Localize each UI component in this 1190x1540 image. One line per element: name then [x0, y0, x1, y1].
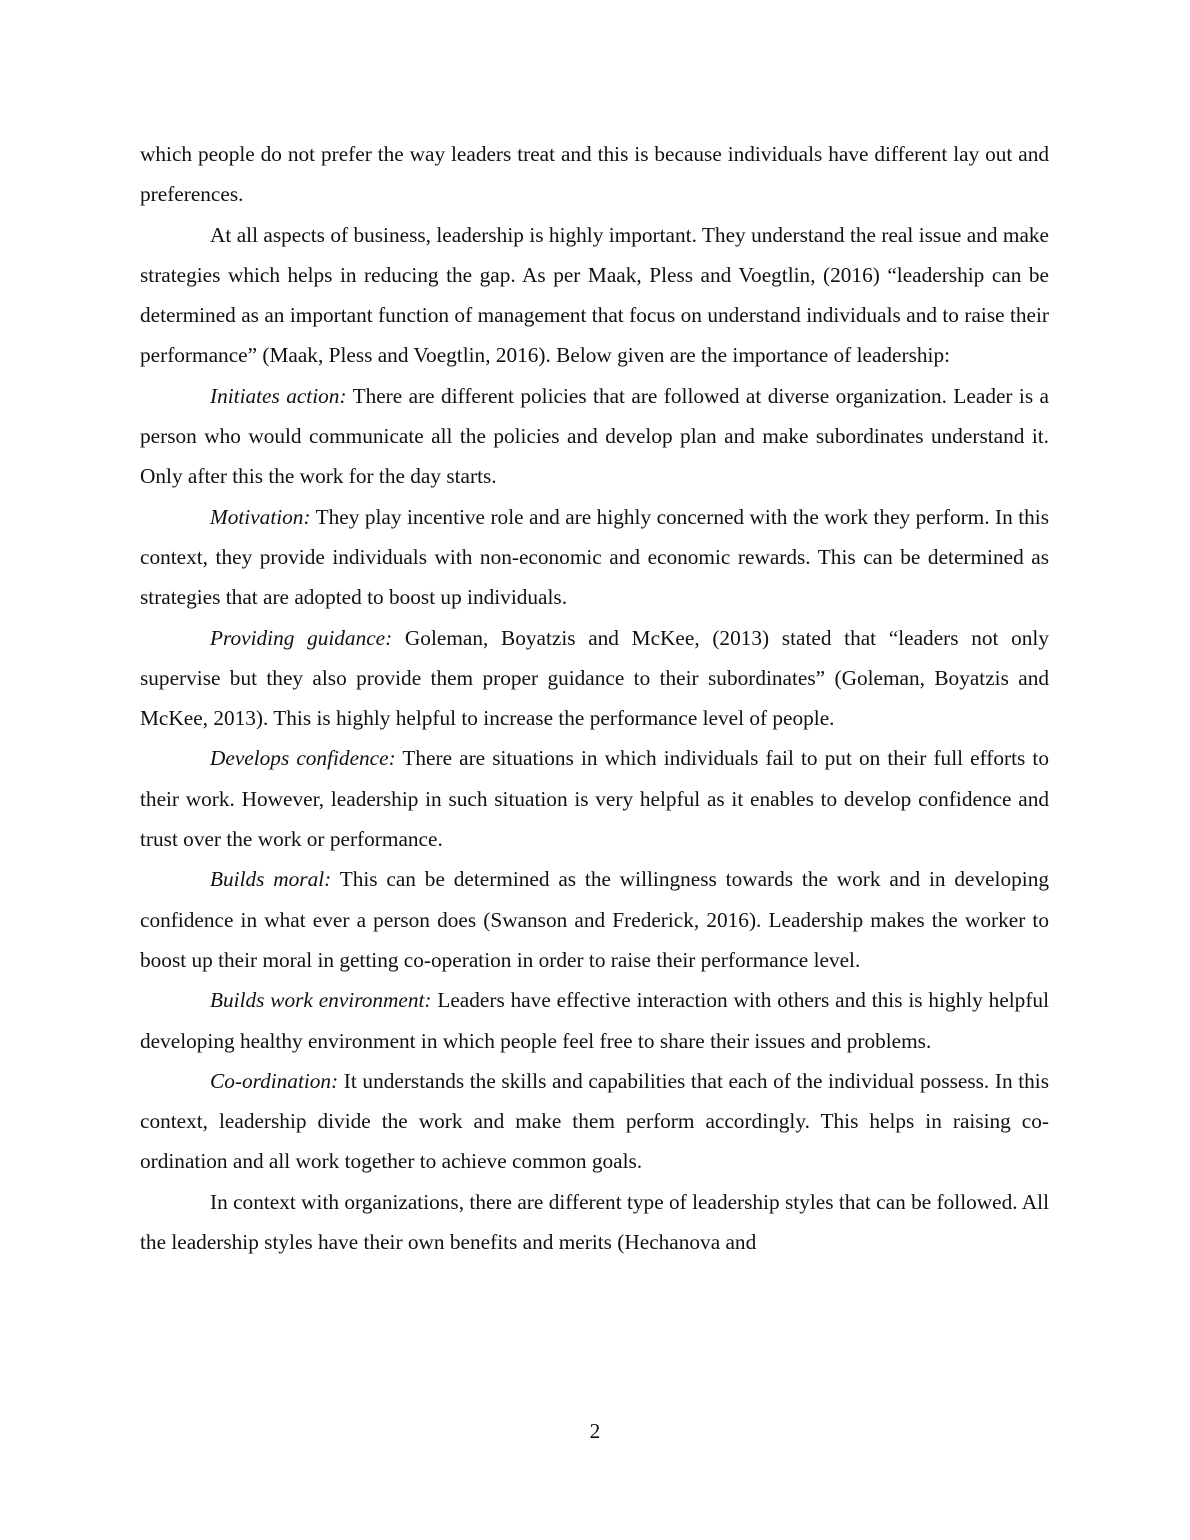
page-number: 2: [589, 1419, 601, 1443]
paragraph-motivation: [140, 497, 1049, 618]
paragraph-text: Goleman, Boyatzis and McKee, (2013) stated that “leaders not only supervise but they also provide them proper guidance to their subordinates” (Goleman, Boyatzis and McKee, 2013). This is highly helpful to increase the performance level of people.: [140, 625, 1049, 731]
paragraph-text: There are situations in which individuals fail to put on their full efforts to their work. However, leadership in such situation is very helpful as it enables to develop confidence and trust over the work or performance.: [140, 746, 1049, 852]
paragraph-co-ordination: [140, 1061, 1049, 1182]
paragraph-leadership-importance: [140, 215, 1049, 376]
paragraph-leadership-styles: [140, 1182, 1049, 1263]
paragraph-term: Initiates action:: [210, 383, 347, 408]
paragraph-continuation: [140, 134, 1049, 215]
paragraph-text: In context with organizations, there are different type of leadership styles that can be followed. All the leadership styles have their own benefits and merits (Hechanova and: [140, 1189, 1049, 1255]
paragraph-term: Providing guidance:: [210, 625, 393, 650]
paragraph-term: Motivation:: [210, 504, 311, 529]
paragraph-initiates-action: [140, 376, 1049, 497]
paragraph-text: which people do not prefer the way leaders treat and this is because individuals have different lay out and preferences.: [140, 142, 1049, 207]
paragraph-term: Builds moral:: [210, 867, 332, 892]
paragraph-develops-confidence: [140, 738, 1049, 859]
paragraph-text: This can be determined as the willingness towards the work and in developing confidence in what ever a person does (Swanson and Frederick, 2016). Leadership makes the worker to boost up their moral in getting co-operation in order to raise their performance level.: [140, 867, 1049, 972]
paragraph-term: Develops confidence:: [210, 746, 396, 771]
body-text: [140, 134, 1049, 1262]
paragraph-text: They play incentive role and are highly concerned with the work they perform. In this context, they provide individuals with non-economic and economic rewards. This can be determined as strategies that are adopted to boost up individuals.: [140, 504, 1049, 610]
paragraph-text: There are different policies that are followed at diverse organization. Leader is a person who would communicate all the policies and develop plan and make subordinates understand it. Only after this the work for the day starts.: [140, 383, 1049, 489]
paragraph-text: At all aspects of business, leadership is highly important. They understand the real issue and make strategies which helps in reducing the gap. As per Maak, Pless and Voegtlin, (2016) “leadership can be determined as an important function of management that focus on understand individuals and to raise their performance” (Maak, Pless and Voegtlin, 2016). Below given are the importance of leadership:: [140, 222, 1049, 368]
paragraph-providing-guidance: [140, 618, 1049, 739]
paragraph-term: Co-ordination:: [210, 1068, 339, 1093]
paragraph-builds-moral: [140, 859, 1049, 980]
paragraph-text: Leaders have effective interaction with others and this is highly helpful developing healthy environment in which people feel free to share their issues and problems.: [140, 988, 1049, 1053]
paragraph-term: Builds work environment:: [210, 988, 432, 1013]
paragraph-builds-work-environment: [140, 980, 1049, 1061]
paragraph-text: It understands the skills and capabilities that each of the individual possess. In this context, leadership divide the work and make them perform accordingly. This helps in raising co-ordination and all work together to achieve common goals.: [140, 1068, 1049, 1174]
